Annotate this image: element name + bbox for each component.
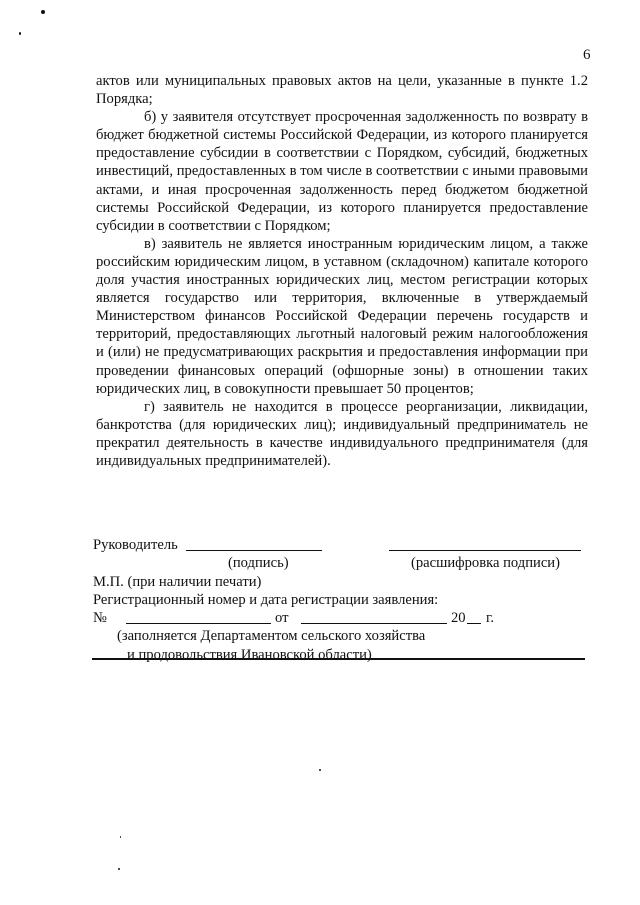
year-prefix: 20 bbox=[451, 610, 466, 627]
paragraph-v: в) заявитель не является иностранным юридическим лицом, а также российским юридическим лицом, в уставном (складочном) капитале которого доля участия иностранных юридических лиц, местом регистрации которых является государство или территория, включенные в утверждаемый Министерством финансов Российской Федерации перечень государств и территорий, предоставляющих льготный налоговый режим налогообложения и (или) не предусматривающих раскрытия и предоставления информации при проведении финансовых операций (офшорные зоны) в отношении таких юридических лиц, в совокупности превышает 50 процентов; bbox=[96, 235, 588, 397]
name-decoding-line bbox=[389, 536, 581, 551]
registration-fields-row bbox=[93, 609, 585, 627]
filled-by-line2: и продовольствия Ивановской области) bbox=[127, 646, 372, 663]
paragraph-g: г) заявитель не находится в процессе реорганизации, ликвидации, банкротства (для юридических лиц); индивидуальный предприниматель не прекратил деятельность в качестве индивидуального предпринимателя (для индивидуальных предпринимателей). bbox=[96, 398, 588, 469]
paragraph-b: б) у заявителя отсутствует просроченная задолженность по возврату в бюджет бюджетной системы Российской Федерации, из которого планируется предоставление субсидии в соответствии с Порядком, субсидий, бюджетных инвестиций, предоставленных в том числе в соответствии с иными правовыми актами, и иная просроченная задолженность перед бюджетом бюджетной системы Российской Федерации, из которого планируется предоставление субсидии в соответствии с Порядком; bbox=[96, 109, 588, 234]
stamp-note: М.П. (при наличии печати) bbox=[93, 573, 262, 590]
scan-speck bbox=[41, 10, 45, 14]
scan-speck bbox=[120, 836, 121, 838]
signature-line bbox=[186, 536, 322, 551]
scan-speck bbox=[319, 769, 321, 771]
head-label: Руководитель bbox=[93, 537, 178, 553]
filled-by-row-2 bbox=[93, 646, 585, 664]
bottom-rule bbox=[92, 658, 585, 660]
signature-row bbox=[93, 536, 585, 554]
stamp-row bbox=[93, 573, 585, 591]
page-number: 6 bbox=[583, 47, 591, 63]
year-suffix: г. bbox=[486, 610, 494, 627]
from-word: от bbox=[275, 610, 289, 627]
filled-by-line1: (заполняется Департаментом сельского хозяйства bbox=[117, 628, 426, 645]
year-blank-line bbox=[467, 609, 481, 624]
paragraph-continuation: актов или муниципальных правовых актов на цели, указанные в пункте 1.2 Порядка; bbox=[96, 73, 588, 108]
filled-by-row-1 bbox=[93, 627, 585, 645]
signature-block bbox=[93, 536, 585, 664]
registration-label: Регистрационный номер и дата регистрации заявления: bbox=[93, 591, 439, 608]
decoding-caption: (расшифровка подписи) bbox=[411, 555, 560, 572]
document-body bbox=[96, 72, 588, 470]
number-sign: № bbox=[93, 610, 107, 627]
scan-speck bbox=[118, 868, 120, 870]
registration-date-line bbox=[301, 609, 447, 624]
scan-speck bbox=[19, 32, 21, 35]
registration-row bbox=[93, 591, 585, 609]
signature-caption: (подпись) bbox=[228, 555, 289, 572]
signature-caption-row bbox=[93, 554, 585, 572]
registration-number-line bbox=[126, 609, 271, 624]
